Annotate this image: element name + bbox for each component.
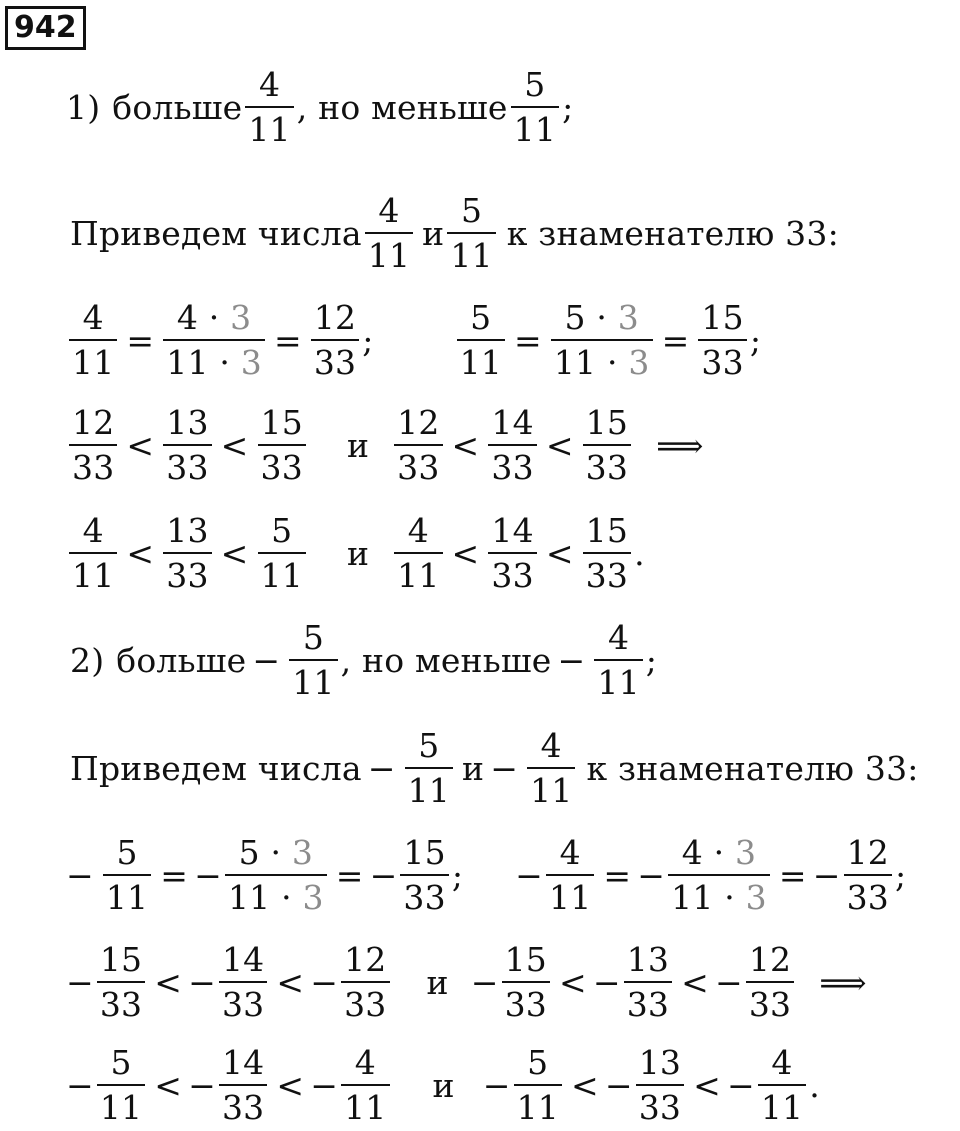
minus-sign: − (812, 855, 841, 895)
equals-sign: = (513, 320, 542, 360)
less-than-sign: < (545, 533, 574, 573)
fraction: $\frac{5 \cdot 3}{11 \cdot 3}$ (225, 836, 327, 914)
minus-sign: − (367, 748, 396, 788)
minus-sign: − (310, 1065, 339, 1105)
fraction: $\frac{4}{11}$ (245, 68, 293, 146)
and-word: и (462, 748, 485, 788)
part1-statement (66, 62, 960, 152)
semicolon: ; (451, 855, 464, 895)
and-word: и (426, 962, 449, 1002)
semicolon: ; (749, 320, 762, 360)
fraction: $\frac{12}{33}$ (844, 836, 892, 914)
fraction: $\frac{4}{11}$ (394, 514, 442, 592)
part2-label: 2) (70, 640, 105, 680)
equals-sign: = (160, 855, 189, 895)
problem-number: 942 (5, 6, 86, 50)
fraction: $\frac{5 \cdot 3}{11 \cdot 3}$ (551, 301, 653, 379)
fraction: $\frac{4 \cdot 3}{11 \cdot 3}$ (163, 301, 265, 379)
part2-statement (70, 615, 960, 705)
fraction: $\frac{13}{33}$ (624, 943, 672, 1021)
reduce-prefix: Приведем числа (70, 748, 362, 788)
minus-sign: − (66, 962, 94, 1002)
fraction: $\frac{5}{11}$ (447, 194, 495, 272)
fraction: $\frac{5}{11}$ (405, 729, 453, 807)
minus-sign: − (482, 1065, 511, 1105)
less-than-sign: < (154, 962, 183, 1002)
less-than-sign: < (545, 425, 574, 465)
fraction: $\frac{13}{33}$ (163, 514, 211, 592)
fraction: $\frac{4 \cdot 3}{11 \cdot 3}$ (668, 836, 770, 914)
less-than-sign: < (451, 425, 480, 465)
fraction: $\frac{4}{11}$ (546, 836, 594, 914)
fraction: $\frac{15}{33}$ (97, 943, 145, 1021)
fraction: $\frac{14}{33}$ (219, 1046, 267, 1124)
fraction: $\frac{12}{33}$ (746, 943, 794, 1021)
less-than-sign: < (558, 962, 587, 1002)
fraction: $\frac{13}{33}$ (636, 1046, 684, 1124)
less-than-sign: < (126, 425, 155, 465)
less-than-sign: < (693, 1065, 721, 1105)
minus-sign: − (515, 855, 544, 895)
equals-sign: = (126, 320, 155, 360)
part1-label: 1) (66, 87, 101, 127)
fraction: $\frac{15}{33}$ (502, 943, 550, 1021)
reduce-suffix: к знаменателю 33: (586, 748, 919, 788)
fraction: $\frac{4}{11}$ (594, 621, 642, 699)
equals-sign: = (603, 855, 632, 895)
part1-less-text: , но меньше (296, 87, 508, 127)
fraction: $\frac{5}{11}$ (103, 836, 151, 914)
conversion-row-2 (66, 830, 960, 920)
minus-sign: − (714, 962, 743, 1002)
fraction: $\frac{14}{33}$ (488, 514, 536, 592)
minus-sign: − (194, 855, 222, 895)
fraction: $\frac{4}{11}$ (69, 514, 117, 592)
minus-sign: − (66, 855, 94, 895)
comparison-row-3 (66, 937, 960, 1027)
implies-arrow: ⟹ (819, 962, 867, 1002)
fraction: $\frac{14}{33}$ (488, 406, 536, 484)
less-than-sign: < (451, 533, 480, 573)
reduce1-statement (70, 188, 960, 278)
minus-sign: − (66, 1065, 94, 1105)
fraction: $\frac{15}{33}$ (698, 301, 746, 379)
equals-sign: = (661, 320, 690, 360)
less-than-sign: < (276, 962, 305, 1002)
fraction: $\frac{4}{11}$ (365, 194, 413, 272)
equals-sign: = (335, 855, 364, 895)
fraction: $\frac{15}{33}$ (583, 406, 631, 484)
implies-arrow: ⟹ (656, 425, 704, 465)
and-word: и (422, 213, 445, 253)
fraction: $\frac{5}{11}$ (511, 68, 559, 146)
period: . (634, 533, 645, 573)
reduce2-statement (70, 723, 960, 813)
minus-sign: − (726, 1065, 755, 1105)
minus-sign: − (490, 748, 519, 788)
part2-less-text: , но меньше (340, 640, 552, 680)
minus-sign: − (470, 962, 499, 1002)
equals-sign: = (778, 855, 807, 895)
conversion-row-1 (66, 295, 960, 385)
minus-sign: − (557, 640, 586, 680)
less-than-sign: < (681, 962, 709, 1002)
minus-sign: − (604, 1065, 633, 1105)
less-than-sign: < (126, 533, 155, 573)
fraction: $\frac{4}{11}$ (341, 1046, 389, 1124)
fraction: $\frac{5}{11}$ (514, 1046, 562, 1124)
minus-sign: − (592, 962, 621, 1002)
minus-sign: − (188, 962, 216, 1002)
reduce-suffix: к знаменателю 33: (506, 213, 839, 253)
fraction: $\frac{4}{11}$ (758, 1046, 806, 1124)
and-word: и (432, 1065, 455, 1105)
fraction: $\frac{5}{11}$ (97, 1046, 145, 1124)
semicolon: ; (362, 320, 374, 360)
minus-sign: − (188, 1065, 216, 1105)
fraction: $\frac{15}{33}$ (258, 406, 306, 484)
part1-greater-text: больше (112, 87, 243, 127)
and-word: и (346, 533, 370, 573)
fraction: $\frac{5}{11}$ (457, 301, 505, 379)
and-word: и (346, 425, 370, 465)
minus-sign: − (252, 640, 281, 680)
part2-greater-text: больше (116, 640, 247, 680)
fraction: $\frac{15}{33}$ (400, 836, 448, 914)
less-than-sign: < (154, 1065, 183, 1105)
minus-sign: − (369, 855, 398, 895)
fraction: $\frac{15}{33}$ (583, 514, 631, 592)
comparison-row-1 (66, 400, 960, 490)
less-than-sign: < (570, 1065, 599, 1105)
semicolon: ; (894, 855, 907, 895)
fraction: $\frac{13}{33}$ (163, 406, 211, 484)
less-than-sign: < (276, 1065, 305, 1105)
comparison-row-4 (66, 1040, 960, 1130)
fraction: $\frac{5}{11}$ (258, 514, 306, 592)
semicolon: ; (645, 640, 658, 680)
equals-sign: = (273, 320, 302, 360)
reduce-prefix: Приведем числа (70, 213, 362, 253)
fraction: $\frac{12}{33}$ (311, 301, 359, 379)
minus-sign: − (637, 855, 666, 895)
fraction: $\frac{4}{11}$ (527, 729, 575, 807)
period: . (809, 1065, 820, 1105)
fraction: $\frac{12}{33}$ (341, 943, 389, 1021)
comparison-row-2 (66, 508, 960, 598)
fraction: $\frac{4}{11}$ (69, 301, 117, 379)
semicolon: ; (562, 87, 574, 127)
minus-sign: − (310, 962, 339, 1002)
fraction: $\frac{5}{11}$ (289, 621, 337, 699)
fraction: $\frac{12}{33}$ (394, 406, 442, 484)
less-than-sign: < (220, 533, 249, 573)
less-than-sign: < (220, 425, 249, 465)
fraction: $\frac{12}{33}$ (69, 406, 117, 484)
fraction: $\frac{14}{33}$ (219, 943, 267, 1021)
